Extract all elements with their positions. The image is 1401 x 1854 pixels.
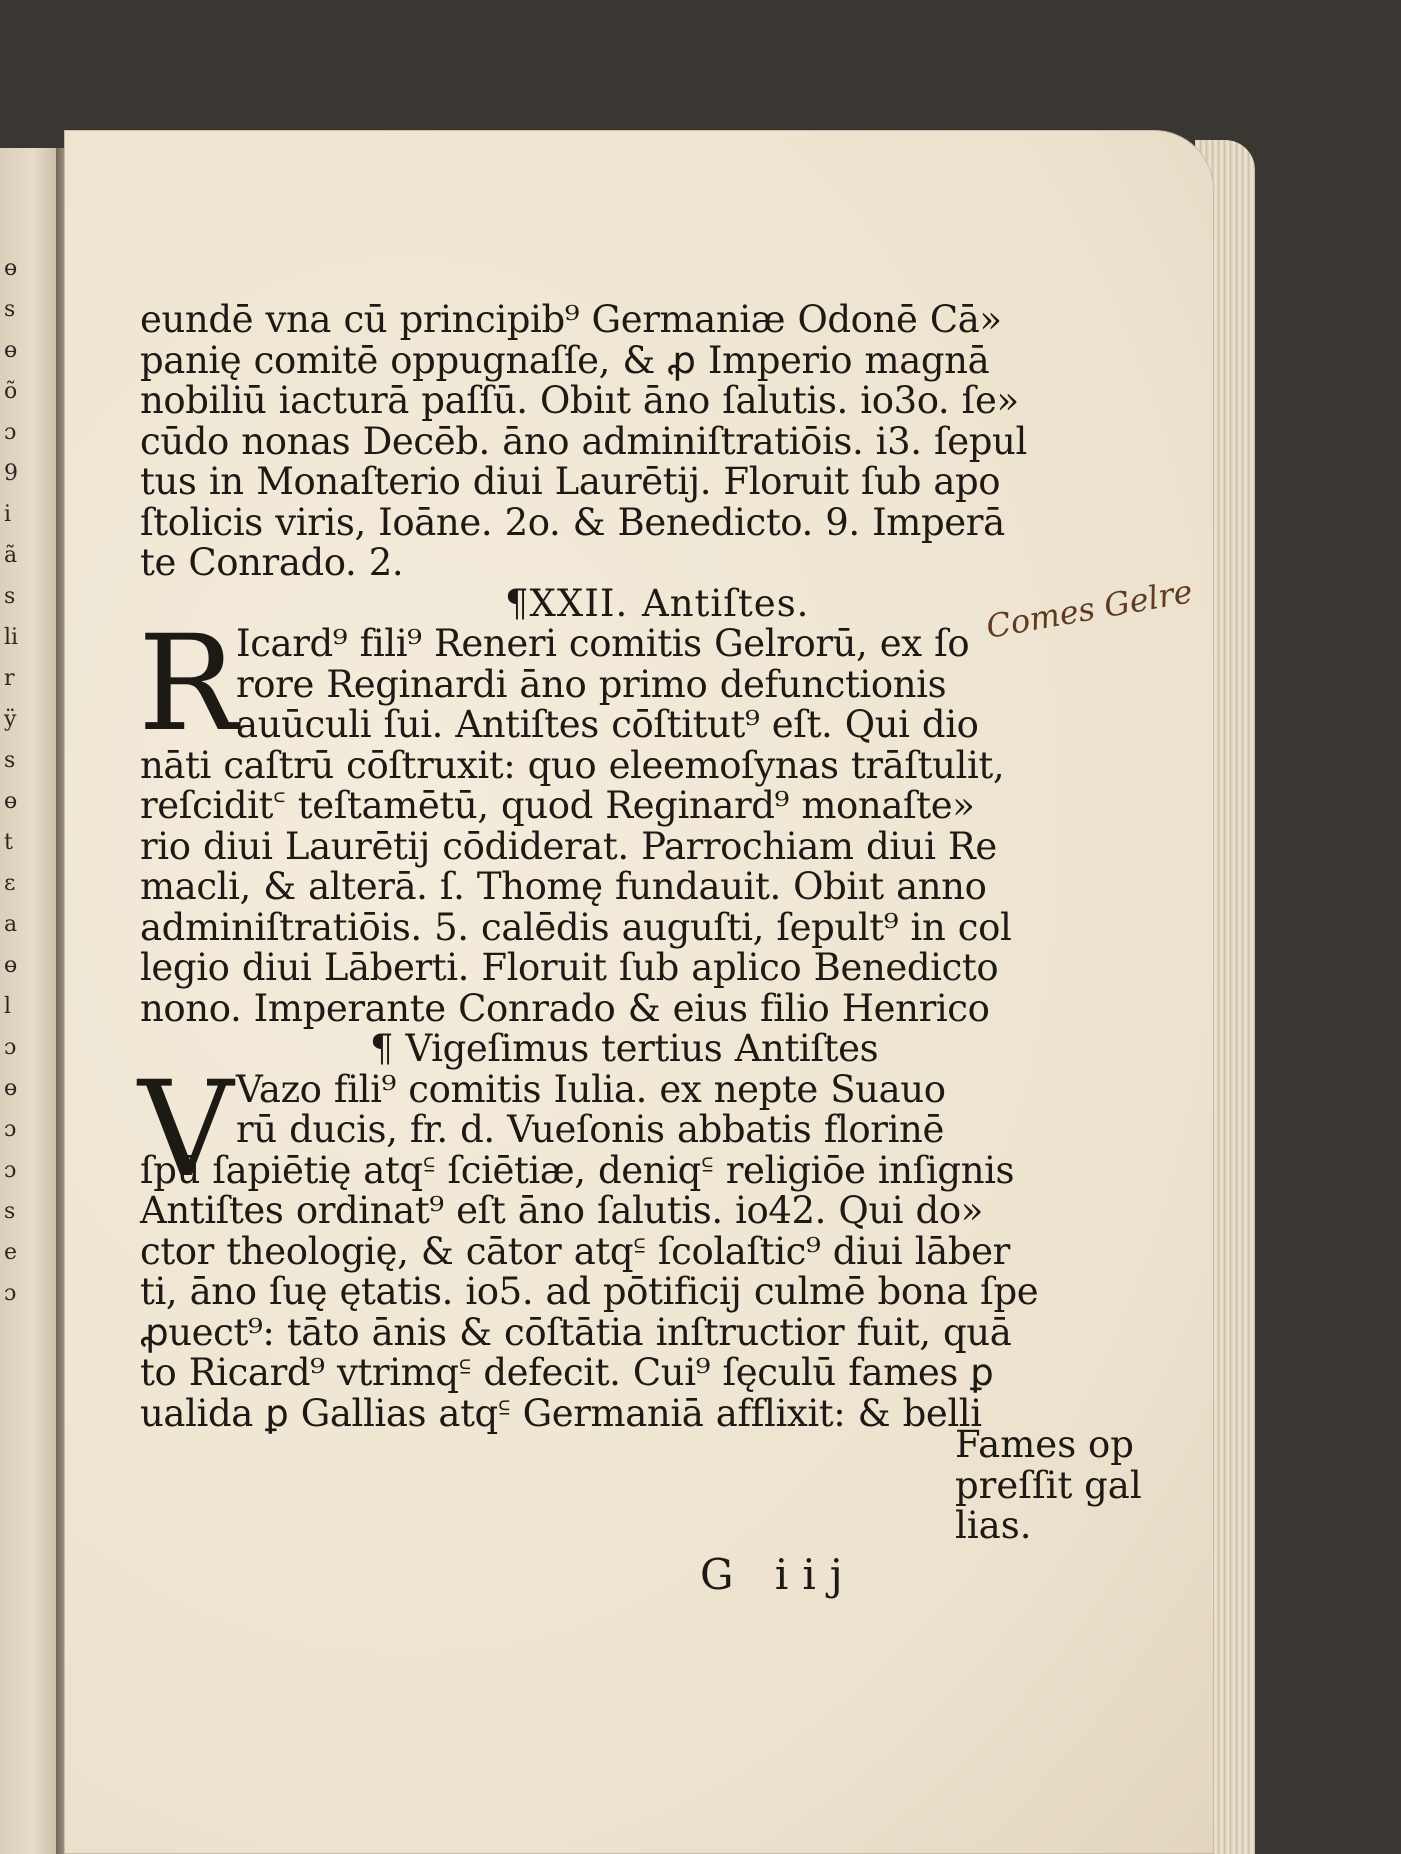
signature-mark: G iij bbox=[700, 1550, 857, 1599]
text-line: nono. Imperante Conrado & eius filio Henrico bbox=[140, 986, 990, 1030]
text-line: cūdo nonas Decēb. āno adminiſtratiōis. i3. ſepul bbox=[140, 419, 1027, 463]
text-line: rū ducis, fr. d. Vueſonis abbatis florinē bbox=[236, 1108, 944, 1151]
text-line: ti, āno ſuę ętatis. io5. ad pōtificij culmē bona ſpe bbox=[140, 1270, 1039, 1313]
text-line: rio diui Laurētij cōdiderat. Parrochiam diui Re bbox=[140, 824, 997, 868]
text-line: panię comitē oppugnaſſe, & ꝓ Imperio magnā bbox=[140, 338, 990, 382]
left-page-fragment: e bbox=[4, 1240, 18, 1265]
text-lines-top bbox=[140, 298, 1027, 584]
left-page-fragment: ɔ bbox=[4, 1117, 17, 1142]
text-line: ꝓuect⁹: tāto ānis & cōſtātia inſtructior fuit, quā bbox=[140, 1310, 1012, 1354]
text-line: ſtolicis viris, Ioāne. 2o. & Benedicto. 9. Imperā bbox=[140, 500, 1005, 544]
left-page-fragment: s bbox=[4, 1199, 16, 1224]
handwritten-margin-note: Comes Gelre bbox=[983, 572, 1196, 646]
paragraph-ricardus bbox=[138, 607, 1012, 1030]
text-line: nobiliū iacturā paſſū. Obiıt āno ſalutis. io3o. ſe» bbox=[140, 379, 1019, 422]
left-page-fragment: õ bbox=[4, 379, 18, 404]
text-line: ſpū ſapiētię atq꜃ ſciētiæ, deniq꜃ religiōe inſignis bbox=[140, 1148, 1015, 1192]
text-line: adminiſtratiōis. 5. calēdis auguſti, ſepult⁹ in col bbox=[140, 905, 1012, 949]
main-text bbox=[138, 298, 1039, 1435]
margin-line: Fames op bbox=[955, 1423, 1134, 1466]
left-page-fragment: ɵ bbox=[4, 953, 18, 978]
text-line: nāti caſtrū cōſtruxit: quo eleemoſynas trāſtulit, bbox=[140, 743, 1005, 787]
drop-initial-v: V bbox=[138, 1052, 233, 1207]
left-page-fragment: ÿ bbox=[4, 707, 17, 732]
left-page-fragment: li bbox=[4, 625, 19, 650]
left-page-fragment: ɵ bbox=[4, 1076, 18, 1101]
para-2-lines bbox=[140, 1148, 1039, 1435]
text-line: eundē vna cū principib⁹ Germaniæ Odonē Cā» bbox=[140, 298, 1002, 341]
text-line: te Conrado. 2. bbox=[140, 541, 404, 584]
text-line: Antiſtes ordinat⁹ eſt āno ſalutis. io42. Qui do» bbox=[140, 1189, 983, 1232]
text-line: Vazo fili⁹ comitis Iulia. ex nepte Suauo bbox=[236, 1067, 946, 1111]
heading-xxii bbox=[140, 581, 990, 625]
text-line: rore Reginardi āno primo defunctionis bbox=[236, 662, 947, 706]
text-line: reſcidit꜂ teſtamētū, quod Reginard⁹ monaſte» bbox=[140, 784, 975, 827]
paragraph-vazo bbox=[138, 1052, 1039, 1435]
text-line: tus in Monaſterio diui Laurētij. Floruit ſub apo bbox=[140, 460, 1001, 503]
drop-initial-r: R bbox=[138, 607, 237, 761]
heading-23: ¶ Vigeſimus tertius Antiſtes bbox=[370, 1027, 879, 1070]
left-page-fragment: 9 bbox=[4, 461, 18, 486]
text-line: to Ricard⁹ vtrimq꜃ defecit. Cui⁹ ſęculū fames ꝑ bbox=[140, 1351, 994, 1394]
para-2-indented-lines bbox=[140, 1067, 990, 1151]
left-page-fragment: s bbox=[4, 748, 16, 773]
text-line: legio diui Lāberti. Floruit ſub aplico Benedicto bbox=[140, 946, 999, 989]
left-page-fragment: s bbox=[4, 584, 16, 609]
text-line: Icard⁹ fili⁹ Reneri comitis Gelrorū, ex ſo bbox=[236, 622, 970, 665]
left-page-fragment: i bbox=[4, 502, 12, 527]
heading-xxii-text: ¶XXII. Antiſtes. bbox=[505, 581, 810, 625]
text-line: auūculi ſui. Antiſtes cōſtitut⁹ eſt. Qui dio bbox=[236, 703, 979, 746]
text-line: macli, & alterā. ſ. Thomę fundauit. Obiıt anno bbox=[140, 865, 987, 908]
printed-margin-note bbox=[955, 1425, 1142, 1547]
margin-line: lias. bbox=[955, 1504, 1032, 1547]
text-line: ualida ꝑ Gallias atq꜃ Germaniā afflixit: & belli bbox=[140, 1391, 982, 1435]
margin-line: preſſit gal bbox=[955, 1463, 1142, 1507]
left-page-fragment: ɔ bbox=[4, 1035, 17, 1060]
text-line: ctor theologię, & cātor atq꜃ ſcolaſtic⁹ diui lāber bbox=[140, 1229, 1010, 1273]
para-1-indented-lines bbox=[140, 624, 990, 746]
left-page-fragment: ɔ bbox=[4, 1281, 17, 1306]
left-page-fragment: a bbox=[4, 912, 18, 937]
left-page-fragment: r bbox=[4, 666, 15, 691]
left-page-edge bbox=[0, 148, 58, 1854]
left-page-fragment: ɵ bbox=[4, 789, 18, 814]
left-page-fragment: t bbox=[4, 830, 13, 855]
left-page-fragment: ɵ bbox=[4, 256, 18, 281]
left-page-fragment: ɵ bbox=[4, 338, 18, 363]
left-page-fragment: l bbox=[4, 994, 12, 1019]
left-page-fragment: ɛ bbox=[4, 871, 16, 896]
left-page-fragment: ɔ bbox=[4, 420, 17, 445]
left-page-fragment: ã bbox=[4, 543, 18, 568]
left-page-fragment: s bbox=[4, 297, 16, 322]
left-page-fragment: ɔ bbox=[4, 1158, 17, 1183]
para-1-lines bbox=[140, 743, 1012, 1030]
